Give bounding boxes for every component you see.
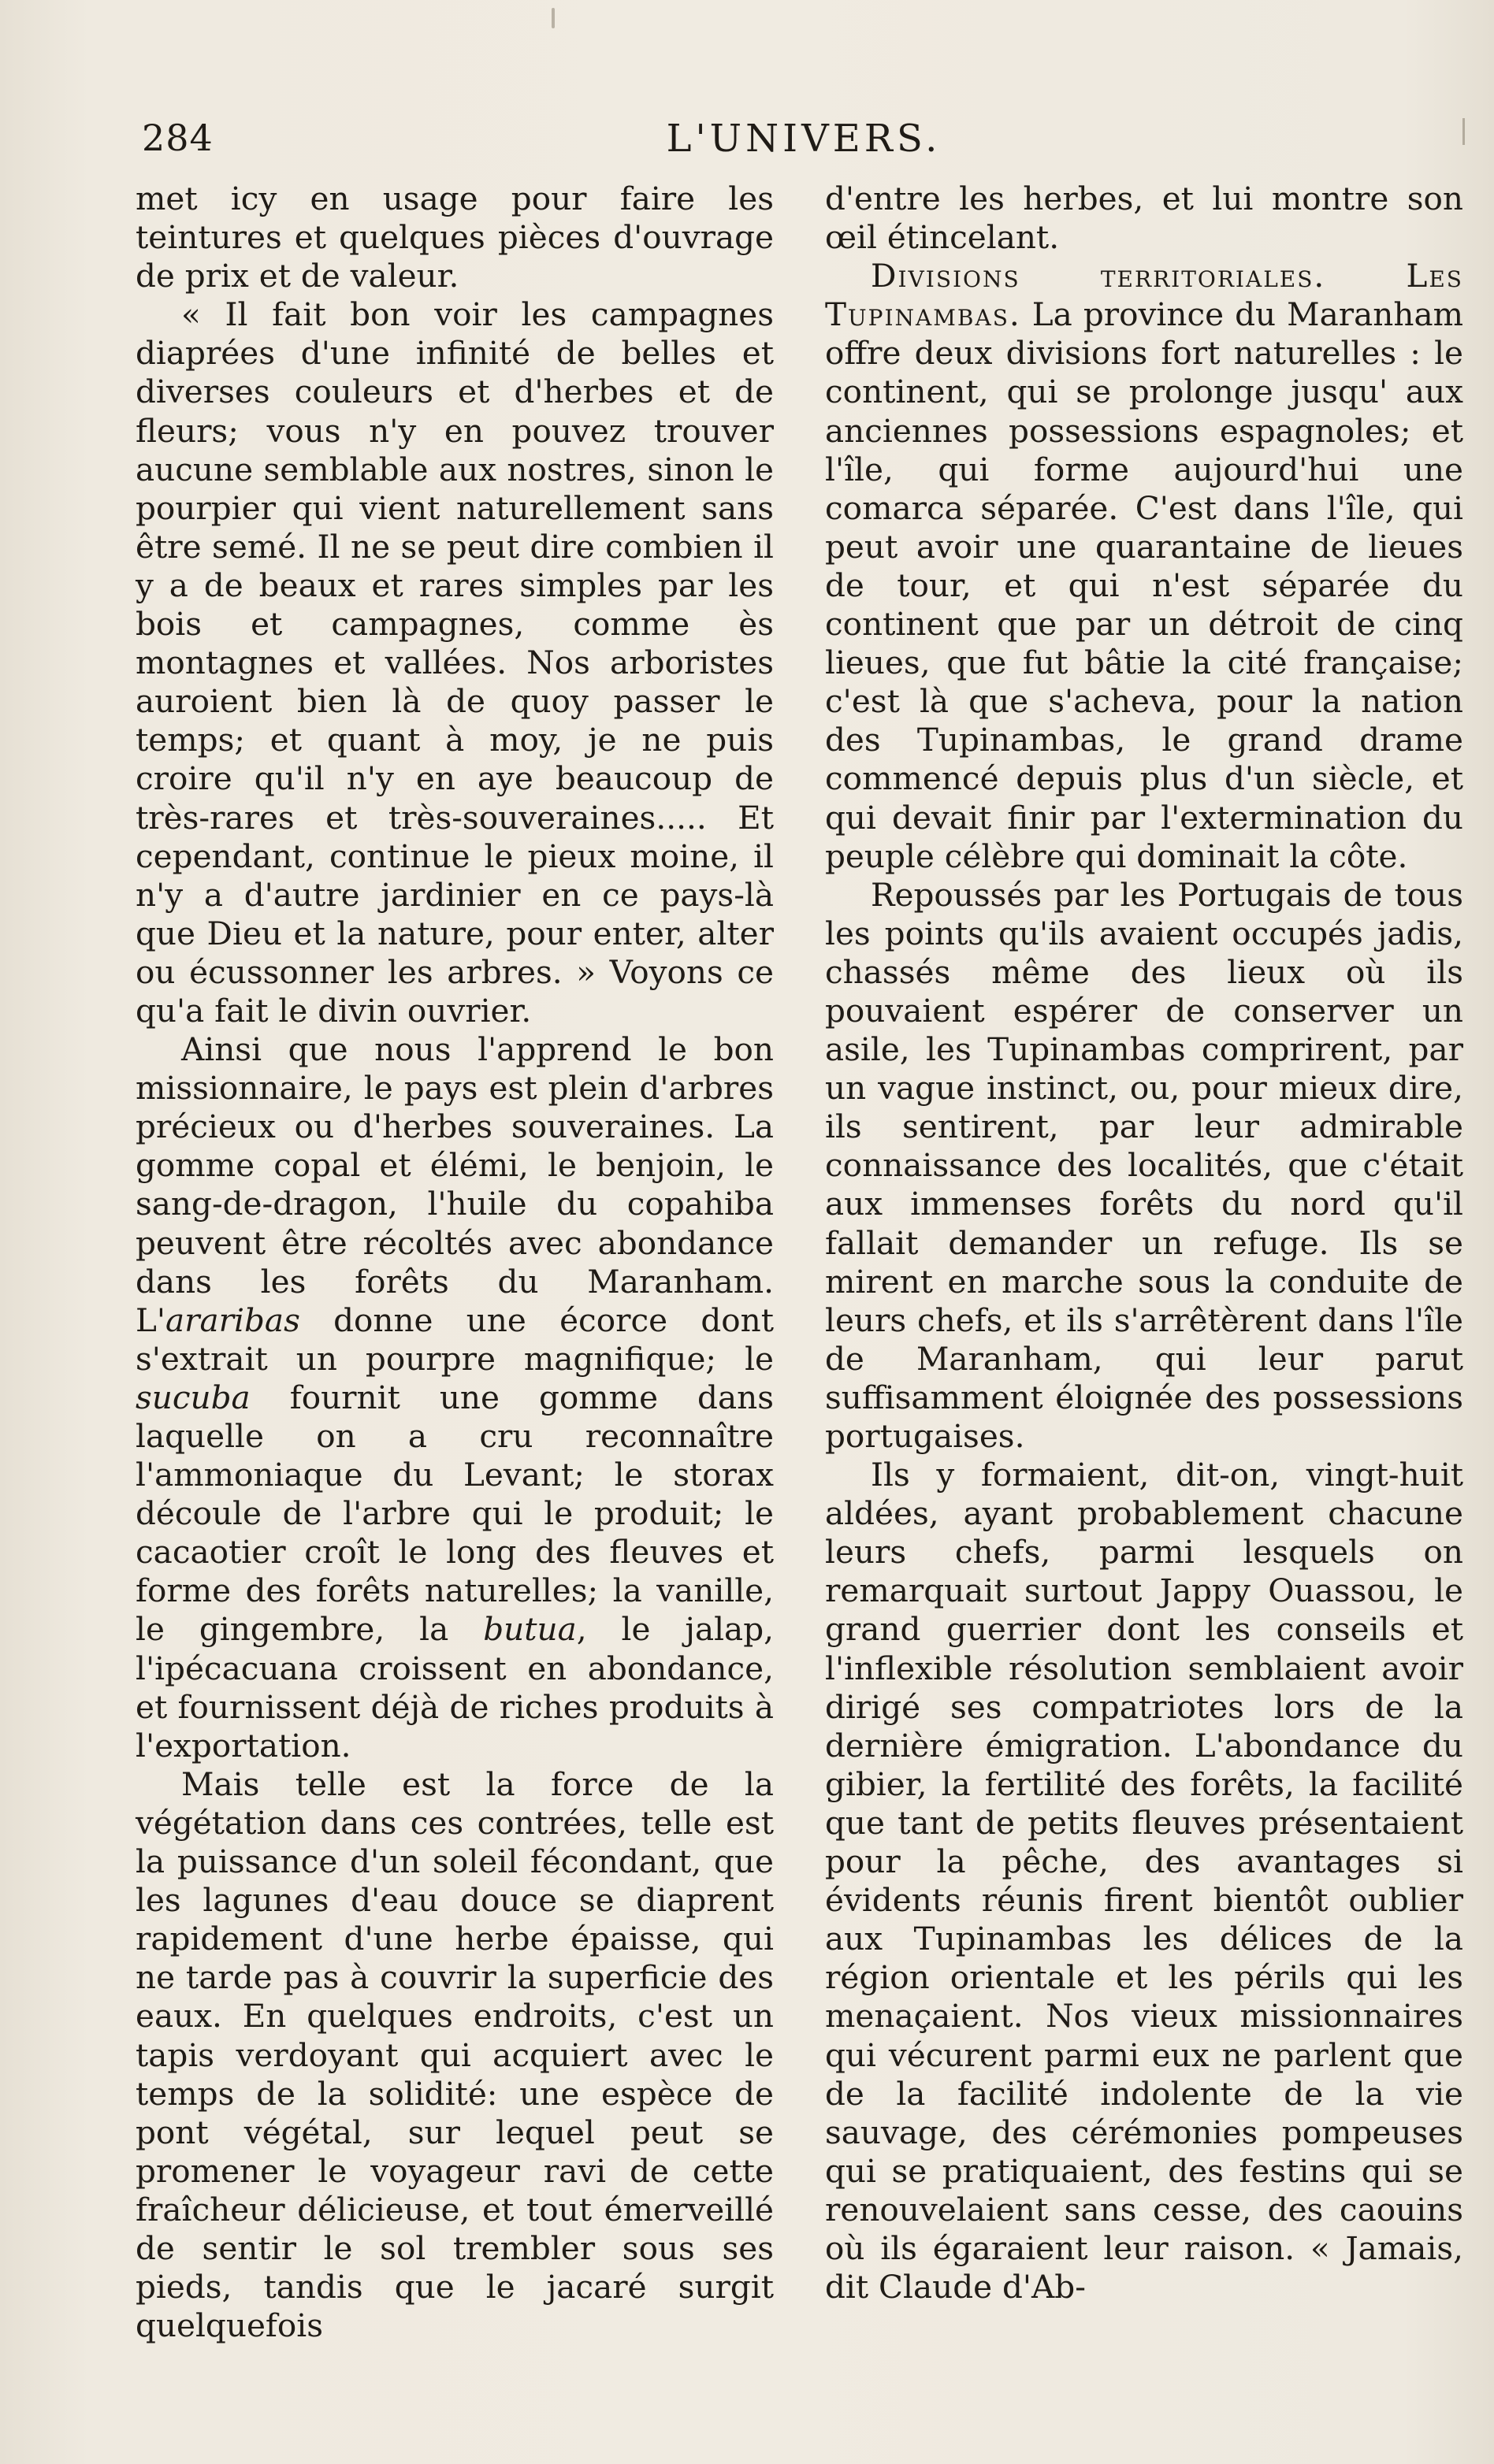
italic-term: butua [483,1610,577,1649]
text-run: Ainsi que nous l'apprend le bon missionnaire, le pays est plein d'arbres précieux ou d'herbes souveraines. La gomme copal et élémi, le benjoin, le sang-de-dragon, l'huile du copahiba peuvent être récoltés avec abondance dans les forêts du Maranham. L' [136,1030,774,1339]
page-number: 284 [142,117,214,159]
paragraph [136,1030,774,1765]
paragraph: Ils y formaient, dit-on, vingt-huit aldées, ayant probablement chacune leurs chefs, parmi lesquels on remarquait surtout Jappy Ouassou, le grand guerrier dont les conseils et l'inflexible résolution semblaient avoir dirigé ses compatriotes lors de la dernière émigration. L'abondance du gibier, la fertilité des forêts, la facilité que tant de petits fleuves présentaient pour la pêche, des avantages si évidents réunis firent bientôt oublier aux Tupinambas les délices de la région orientale et les périls qui les menaçaient. Nos vieux missionnaires qui vécurent parmi eux ne parlent que de la facilité indolente de la vie sauvage, des cérémonies pompeuses qui se pratiquaient, des festins qui se renouvelaient sans cesse, des caouins où ils égaraient leur raison. « Jamais, dit Claude d'Ab- [825,1456,1463,2306]
section-heading: Divisions territoriales. Les Tupinambas. [825,257,1463,334]
paragraph [825,257,1463,876]
running-title: L'UNIVERS. [666,117,942,161]
italic-term: araribas [165,1301,300,1339]
paragraph: Mais telle est la force de la végétation dans ces contrées, telle est la puissance d'un soleil fécondant, que les lagunes d'eau douce se diaprent rapidement d'une herbe épaisse, qui ne tarde pas à couvrir la superficie des eaux. En quelques endroits, c'est un tapis verdoyant qui acquiert avec le temps de la solidité: une espèce de pont végétal, sur lequel peut se promener le voyageur ravi de cette fraîcheur délicieuse, et tout émerveillé de sentir le sol trembler sous ses pieds, tandis que le jacaré surgit quelquefois [136,1765,774,2345]
paragraph: d'entre les herbes, et lui montre son œil étincelant. [825,180,1463,257]
paragraph: « Il fait bon voir les campagnes diaprées d'une infinité de belles et diverses couleurs et d'herbes et de fleurs; vous n'y en pouvez trouver aucune semblable aux nostres, sinon le pourpier qui vient naturellement sans être semé. Il ne se peut dire combien il y a de beaux et rares simples par les bois et campagnes, comme ès montagnes et vallées. Nos arboristes auroient bien là de quoy passer le temps; et quant à moy, je ne puis croire qu'il n'y en aye beaucoup de très-rares et très-souveraines..... Et cependant, continue le pieux moine, il n'y a d'autre jardinier en ce pays-là que Dieu et la nature, pour enter, alter ou écussonner les arbres. » Voyons ce qu'a fait le divin ouvrier. [136,295,774,1030]
print-mark [552,8,555,28]
text-run: fournit une gomme dans laquelle on a cru reconnaître l'ammoniaque du Levant; le storax découle de l'arbre qui le produit; le cacaotier croît le long des fleuves et forme des forêts naturelles; la vanille, le gingembre, la [136,1378,774,1649]
text-run: donne une écorce dont s'extrait un pourpre magnifique; le [136,1301,774,1378]
page-header [142,117,1466,167]
right-column [825,180,1463,2306]
italic-term: sucuba [136,1378,251,1416]
left-column [136,180,774,2345]
paragraph: Repoussés par les Portugais de tous les points qu'ils avaient occupés jadis, chassés même des lieux où ils pouvaient espérer de conserver un asile, les Tupinambas comprirent, par un vague instinct, ou, pour mieux dire, ils sentirent, par leur admirable connaissance des localités, que c'était aux immenses forêts du nord qu'il fallait demander un refuge. Ils se mirent en marche sous la conduite de leurs chefs, et ils s'arrêtèrent dans l'île de Maranham, qui leur parut suffisamment éloignée des possessions portugaises. [825,875,1463,1455]
text-run: La province du Maranham offre deux divisions fort naturelles : le continent, qui se prolonge jusqu' aux anciennes possessions espagnoles; et l'île, qui forme aujourd'hui une comarca séparée. C'est dans l'île, qui peut avoir une quarantaine de lieues de tour, et qui n'est séparée du continent que par un détroit de cinq lieues, que fut bâtie la cité française; c'est là que s'acheva, pour la nation des Tupinambas, le grand drame commencé depuis plus d'un siècle, et qui devait finir par l'extermination du peuple célèbre qui dominait la côte. [825,295,1463,875]
text-run: , le jalap, l'ipécacuana croissent en abondance, et fournissent déjà de riches produits à l'exportation. [136,1610,774,1765]
paragraph: met icy en usage pour faire les teintures et quelques pièces d'ouvrage de prix et de valeur. [136,180,774,295]
